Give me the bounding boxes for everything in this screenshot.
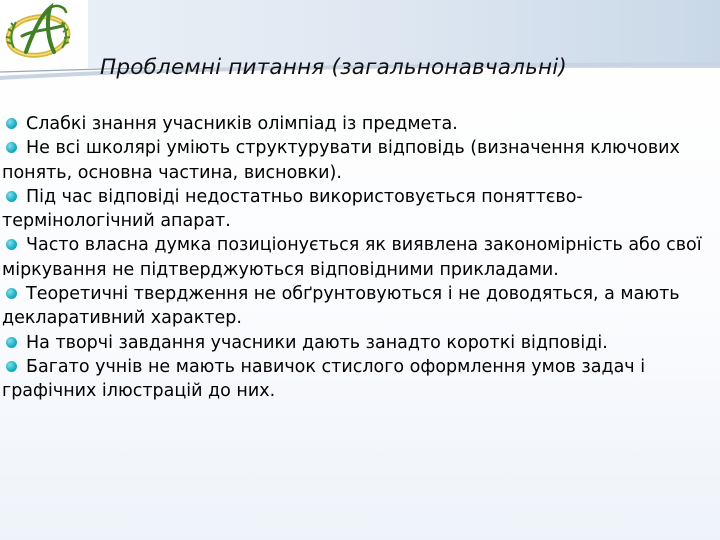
round-bullet-icon	[6, 142, 17, 153]
round-bullet-icon	[6, 288, 17, 299]
list-item	[2, 233, 707, 282]
list-item	[2, 136, 707, 185]
round-bullet-icon	[6, 239, 17, 250]
list-item	[2, 112, 707, 136]
list-item	[2, 282, 707, 331]
round-bullet-icon	[6, 191, 17, 202]
list-item-text: Не всі школярі уміють структурувати відповідь (визначення ключових понять, основна частина, висновки).	[2, 138, 680, 183]
list-item-text: На творчі завдання учасники дають занадто короткі відповіді.	[26, 332, 608, 353]
list-item-text: Під час відповіді недостатньо використовується поняттєво-термінологічний апарат.	[2, 186, 583, 232]
list-item-text: Теоретичні твердження не обґрунтовуються і не доводяться, а мають декларативний характер.	[2, 284, 680, 329]
round-bullet-icon	[6, 118, 17, 129]
list-item-text: Слабкі знання учасників олімпіад із предмета.	[26, 114, 458, 134]
list-item-text: Часто власна думка позиціонується як виявлена закономірність або свої міркування не підтверджуються відповідними прикладами.	[2, 235, 702, 280]
round-bullet-icon	[6, 361, 17, 372]
list-item	[2, 355, 707, 404]
list-item	[2, 185, 707, 234]
list-item-text: Багато учнів не мають навичок стислого оформлення умов задач і графічних ілюстрацій до них.	[2, 356, 646, 402]
bullet-list	[2, 112, 707, 404]
slide-title: Проблемні питання (загальнонавчальні)	[100, 55, 567, 80]
list-item	[2, 331, 707, 355]
round-bullet-icon	[6, 337, 17, 348]
